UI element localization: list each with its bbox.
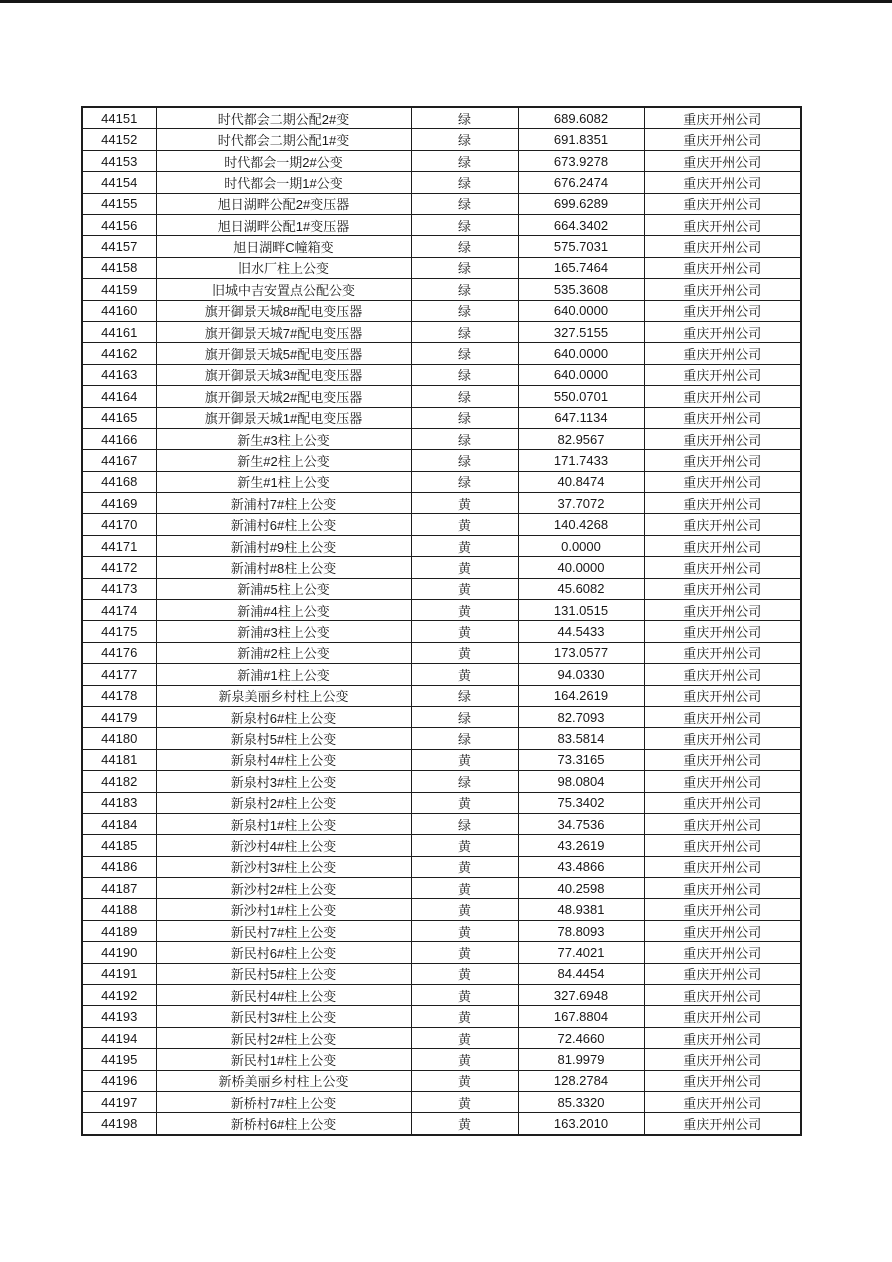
- table-row: [82, 193, 801, 214]
- page-top-edge-line: [0, 0, 892, 3]
- cell-company: 重庆开州公司: [644, 300, 801, 321]
- cell-id: 44169: [82, 493, 156, 514]
- cell-name: 时代都会二期公配1#变: [156, 129, 411, 150]
- cell-value: 131.0515: [518, 600, 644, 621]
- cell-status: 黄: [411, 942, 518, 963]
- cell-value: 83.5814: [518, 728, 644, 749]
- cell-name: 新民村2#柱上公变: [156, 1027, 411, 1048]
- cell-value: 689.6082: [518, 107, 644, 129]
- cell-name: 旧城中吉安置点公配公变: [156, 279, 411, 300]
- cell-id: 44182: [82, 771, 156, 792]
- cell-id: 44171: [82, 535, 156, 556]
- cell-id: 44196: [82, 1070, 156, 1091]
- cell-name: 新桥村7#柱上公变: [156, 1092, 411, 1113]
- cell-value: 173.0577: [518, 642, 644, 663]
- table-row: [82, 471, 801, 492]
- cell-status: 黄: [411, 1113, 518, 1135]
- cell-name: 新浦#3柱上公变: [156, 621, 411, 642]
- cell-value: 575.7031: [518, 236, 644, 257]
- cell-id: 44190: [82, 942, 156, 963]
- cell-status: 黄: [411, 557, 518, 578]
- cell-value: 640.0000: [518, 343, 644, 364]
- cell-name: 旗开御景天城7#配电变压器: [156, 321, 411, 342]
- cell-value: 167.8804: [518, 1006, 644, 1027]
- cell-name: 新泉村3#柱上公变: [156, 771, 411, 792]
- cell-name: 新沙村3#柱上公变: [156, 856, 411, 877]
- cell-company: 重庆开州公司: [644, 1027, 801, 1048]
- cell-status: 黄: [411, 600, 518, 621]
- cell-id: 44170: [82, 514, 156, 535]
- cell-company: 重庆开州公司: [644, 578, 801, 599]
- cell-name: 时代都会一期1#公变: [156, 172, 411, 193]
- cell-name: 时代都会二期公配2#变: [156, 107, 411, 129]
- cell-company: 重庆开州公司: [644, 279, 801, 300]
- cell-name: 新沙村4#柱上公变: [156, 835, 411, 856]
- cell-value: 37.7072: [518, 493, 644, 514]
- table-row: [82, 279, 801, 300]
- cell-status: 绿: [411, 172, 518, 193]
- table-row: [82, 792, 801, 813]
- cell-name: 旭日湖畔公配1#变压器: [156, 214, 411, 235]
- table-row: [82, 942, 801, 963]
- cell-name: 旗开御景天城2#配电变压器: [156, 386, 411, 407]
- cell-company: 重庆开州公司: [644, 685, 801, 706]
- cell-id: 44160: [82, 300, 156, 321]
- cell-id: 44184: [82, 813, 156, 834]
- cell-value: 45.6082: [518, 578, 644, 599]
- cell-value: 640.0000: [518, 300, 644, 321]
- table-row: [82, 963, 801, 984]
- table-row: [82, 1092, 801, 1113]
- cell-value: 43.4866: [518, 856, 644, 877]
- table-row: [82, 343, 801, 364]
- table-row: [82, 621, 801, 642]
- cell-name: 新民村7#柱上公变: [156, 920, 411, 941]
- cell-status: 黄: [411, 578, 518, 599]
- cell-id: 44175: [82, 621, 156, 642]
- cell-value: 171.7433: [518, 450, 644, 471]
- table-row: [82, 1049, 801, 1070]
- cell-status: 黄: [411, 792, 518, 813]
- cell-company: 重庆开州公司: [644, 706, 801, 727]
- cell-name: 新民村4#柱上公变: [156, 985, 411, 1006]
- table-row: [82, 685, 801, 706]
- cell-id: 44161: [82, 321, 156, 342]
- cell-company: 重庆开州公司: [644, 985, 801, 1006]
- cell-status: 黄: [411, 1092, 518, 1113]
- cell-name: 新浦#1柱上公变: [156, 664, 411, 685]
- cell-id: 44159: [82, 279, 156, 300]
- cell-value: 691.8351: [518, 129, 644, 150]
- cell-id: 44198: [82, 1113, 156, 1135]
- cell-company: 重庆开州公司: [644, 600, 801, 621]
- table-row: [82, 214, 801, 235]
- cell-name: 新泉美丽乡村柱上公变: [156, 685, 411, 706]
- cell-status: 绿: [411, 685, 518, 706]
- cell-status: 绿: [411, 279, 518, 300]
- cell-value: 82.9567: [518, 428, 644, 449]
- cell-company: 重庆开州公司: [644, 364, 801, 385]
- cell-value: 327.5155: [518, 321, 644, 342]
- table-row: [82, 728, 801, 749]
- cell-status: 绿: [411, 257, 518, 278]
- cell-status: 绿: [411, 771, 518, 792]
- cell-value: 640.0000: [518, 364, 644, 385]
- cell-company: 重庆开州公司: [644, 107, 801, 129]
- table-row: [82, 257, 801, 278]
- cell-id: 44172: [82, 557, 156, 578]
- cell-id: 44195: [82, 1049, 156, 1070]
- cell-id: 44167: [82, 450, 156, 471]
- table-row: [82, 514, 801, 535]
- cell-id: 44165: [82, 407, 156, 428]
- table-row: [82, 749, 801, 770]
- cell-value: 43.2619: [518, 835, 644, 856]
- cell-name: 新民村6#柱上公变: [156, 942, 411, 963]
- cell-company: 重庆开州公司: [644, 963, 801, 984]
- cell-status: 黄: [411, 493, 518, 514]
- cell-status: 绿: [411, 386, 518, 407]
- cell-value: 84.4454: [518, 963, 644, 984]
- table-row: [82, 771, 801, 792]
- table-row: [82, 172, 801, 193]
- table-row: [82, 364, 801, 385]
- cell-id: 44178: [82, 685, 156, 706]
- cell-id: 44166: [82, 428, 156, 449]
- cell-company: 重庆开州公司: [644, 343, 801, 364]
- cell-value: 34.7536: [518, 813, 644, 834]
- cell-id: 44155: [82, 193, 156, 214]
- cell-company: 重庆开州公司: [644, 450, 801, 471]
- table-row: [82, 450, 801, 471]
- cell-value: 44.5433: [518, 621, 644, 642]
- cell-company: 重庆开州公司: [644, 942, 801, 963]
- cell-status: 绿: [411, 706, 518, 727]
- cell-value: 98.0804: [518, 771, 644, 792]
- table-row: [82, 236, 801, 257]
- table-row: [82, 1070, 801, 1091]
- cell-id: 44173: [82, 578, 156, 599]
- table-body: [82, 107, 801, 1135]
- cell-name: 新泉村4#柱上公变: [156, 749, 411, 770]
- cell-name: 新浦村6#柱上公变: [156, 514, 411, 535]
- cell-value: 40.8474: [518, 471, 644, 492]
- cell-company: 重庆开州公司: [644, 856, 801, 877]
- cell-name: 新桥村6#柱上公变: [156, 1113, 411, 1135]
- cell-status: 黄: [411, 878, 518, 899]
- table-row: [82, 985, 801, 1006]
- cell-value: 664.3402: [518, 214, 644, 235]
- cell-company: 重庆开州公司: [644, 493, 801, 514]
- cell-company: 重庆开州公司: [644, 728, 801, 749]
- cell-status: 绿: [411, 300, 518, 321]
- cell-id: 44174: [82, 600, 156, 621]
- cell-status: 黄: [411, 1027, 518, 1048]
- cell-name: 新浦村#9柱上公变: [156, 535, 411, 556]
- cell-company: 重庆开州公司: [644, 1049, 801, 1070]
- cell-value: 550.0701: [518, 386, 644, 407]
- cell-status: 绿: [411, 150, 518, 171]
- cell-name: 时代都会一期2#公变: [156, 150, 411, 171]
- cell-value: 40.2598: [518, 878, 644, 899]
- cell-company: 重庆开州公司: [644, 920, 801, 941]
- cell-status: 黄: [411, 1049, 518, 1070]
- cell-company: 重庆开州公司: [644, 899, 801, 920]
- cell-id: 44186: [82, 856, 156, 877]
- table-row: [82, 835, 801, 856]
- cell-name: 旭日湖畔公配2#变压器: [156, 193, 411, 214]
- cell-name: 新民村3#柱上公变: [156, 1006, 411, 1027]
- cell-status: 绿: [411, 321, 518, 342]
- cell-id: 44177: [82, 664, 156, 685]
- cell-name: 新泉村1#柱上公变: [156, 813, 411, 834]
- cell-id: 44197: [82, 1092, 156, 1113]
- cell-company: 重庆开州公司: [644, 771, 801, 792]
- cell-status: 黄: [411, 749, 518, 770]
- cell-status: 黄: [411, 835, 518, 856]
- cell-company: 重庆开州公司: [644, 471, 801, 492]
- cell-value: 699.6289: [518, 193, 644, 214]
- cell-company: 重庆开州公司: [644, 1070, 801, 1091]
- cell-company: 重庆开州公司: [644, 878, 801, 899]
- table-row: [82, 856, 801, 877]
- cell-id: 44162: [82, 343, 156, 364]
- cell-name: 新泉村2#柱上公变: [156, 792, 411, 813]
- cell-status: 绿: [411, 343, 518, 364]
- cell-status: 黄: [411, 664, 518, 685]
- cell-value: 535.3608: [518, 279, 644, 300]
- table-row: [82, 920, 801, 941]
- cell-company: 重庆开州公司: [644, 535, 801, 556]
- table-row: [82, 1113, 801, 1135]
- cell-status: 绿: [411, 193, 518, 214]
- cell-name: 旧水厂柱上公变: [156, 257, 411, 278]
- table-row: [82, 107, 801, 129]
- cell-name: 新生#3柱上公变: [156, 428, 411, 449]
- cell-status: 绿: [411, 236, 518, 257]
- cell-value: 676.2474: [518, 172, 644, 193]
- cell-value: 78.8093: [518, 920, 644, 941]
- cell-status: 绿: [411, 728, 518, 749]
- cell-name: 旗开御景天城3#配电变压器: [156, 364, 411, 385]
- cell-id: 44168: [82, 471, 156, 492]
- cell-value: 164.2619: [518, 685, 644, 706]
- table-row: [82, 878, 801, 899]
- cell-value: 94.0330: [518, 664, 644, 685]
- cell-name: 新浦#5柱上公变: [156, 578, 411, 599]
- cell-name: 新沙村1#柱上公变: [156, 899, 411, 920]
- cell-value: 163.2010: [518, 1113, 644, 1135]
- table-row: [82, 642, 801, 663]
- table-row: [82, 535, 801, 556]
- table-row: [82, 493, 801, 514]
- table-row: [82, 899, 801, 920]
- cell-company: 重庆开州公司: [644, 386, 801, 407]
- cell-value: 72.4660: [518, 1027, 644, 1048]
- transformer-table: [81, 106, 802, 1136]
- cell-id: 44151: [82, 107, 156, 129]
- cell-company: 重庆开州公司: [644, 150, 801, 171]
- cell-company: 重庆开州公司: [644, 172, 801, 193]
- cell-id: 44181: [82, 749, 156, 770]
- cell-id: 44158: [82, 257, 156, 278]
- cell-id: 44154: [82, 172, 156, 193]
- cell-company: 重庆开州公司: [644, 1006, 801, 1027]
- table-row: [82, 664, 801, 685]
- cell-company: 重庆开州公司: [644, 813, 801, 834]
- cell-value: 75.3402: [518, 792, 644, 813]
- table-row: [82, 557, 801, 578]
- cell-value: 73.3165: [518, 749, 644, 770]
- cell-name: 新浦村#8柱上公变: [156, 557, 411, 578]
- cell-company: 重庆开州公司: [644, 664, 801, 685]
- cell-status: 绿: [411, 813, 518, 834]
- cell-status: 黄: [411, 1006, 518, 1027]
- cell-company: 重庆开州公司: [644, 621, 801, 642]
- cell-status: 黄: [411, 920, 518, 941]
- cell-company: 重庆开州公司: [644, 407, 801, 428]
- cell-value: 647.1134: [518, 407, 644, 428]
- cell-company: 重庆开州公司: [644, 514, 801, 535]
- cell-id: 44192: [82, 985, 156, 1006]
- cell-status: 绿: [411, 107, 518, 129]
- cell-id: 44179: [82, 706, 156, 727]
- cell-value: 327.6948: [518, 985, 644, 1006]
- cell-status: 绿: [411, 364, 518, 385]
- cell-company: 重庆开州公司: [644, 557, 801, 578]
- cell-name: 新浦#4柱上公变: [156, 600, 411, 621]
- cell-company: 重庆开州公司: [644, 835, 801, 856]
- cell-id: 44163: [82, 364, 156, 385]
- cell-value: 82.7093: [518, 706, 644, 727]
- cell-id: 44180: [82, 728, 156, 749]
- table-row: [82, 150, 801, 171]
- cell-name: 旗开御景天城8#配电变压器: [156, 300, 411, 321]
- cell-id: 44189: [82, 920, 156, 941]
- cell-name: 新民村1#柱上公变: [156, 1049, 411, 1070]
- cell-status: 黄: [411, 856, 518, 877]
- cell-status: 黄: [411, 514, 518, 535]
- cell-name: 新泉村5#柱上公变: [156, 728, 411, 749]
- cell-name: 新民村5#柱上公变: [156, 963, 411, 984]
- cell-company: 重庆开州公司: [644, 257, 801, 278]
- table-row: [82, 1006, 801, 1027]
- cell-id: 44157: [82, 236, 156, 257]
- cell-value: 140.4268: [518, 514, 644, 535]
- cell-name: 旭日湖畔C幢箱变: [156, 236, 411, 257]
- cell-company: 重庆开州公司: [644, 428, 801, 449]
- cell-company: 重庆开州公司: [644, 749, 801, 770]
- cell-company: 重庆开州公司: [644, 642, 801, 663]
- cell-name: 新浦#2柱上公变: [156, 642, 411, 663]
- cell-company: 重庆开州公司: [644, 214, 801, 235]
- table-row: [82, 386, 801, 407]
- cell-id: 44194: [82, 1027, 156, 1048]
- cell-status: 绿: [411, 471, 518, 492]
- cell-name: 新生#1柱上公变: [156, 471, 411, 492]
- cell-name: 旗开御景天城1#配电变压器: [156, 407, 411, 428]
- cell-status: 绿: [411, 450, 518, 471]
- cell-company: 重庆开州公司: [644, 129, 801, 150]
- cell-company: 重庆开州公司: [644, 321, 801, 342]
- cell-id: 44185: [82, 835, 156, 856]
- table-row: [82, 300, 801, 321]
- cell-id: 44153: [82, 150, 156, 171]
- table-row: [82, 706, 801, 727]
- table-row: [82, 428, 801, 449]
- cell-id: 44176: [82, 642, 156, 663]
- cell-status: 绿: [411, 214, 518, 235]
- cell-name: 新生#2柱上公变: [156, 450, 411, 471]
- cell-status: 绿: [411, 129, 518, 150]
- cell-name: 新沙村2#柱上公变: [156, 878, 411, 899]
- cell-company: 重庆开州公司: [644, 193, 801, 214]
- cell-company: 重庆开州公司: [644, 792, 801, 813]
- cell-company: 重庆开州公司: [644, 1092, 801, 1113]
- cell-name: 新桥美丽乡村柱上公变: [156, 1070, 411, 1091]
- cell-name: 新泉村6#柱上公变: [156, 706, 411, 727]
- cell-value: 165.7464: [518, 257, 644, 278]
- cell-status: 绿: [411, 428, 518, 449]
- cell-id: 44183: [82, 792, 156, 813]
- cell-value: 77.4021: [518, 942, 644, 963]
- cell-company: 重庆开州公司: [644, 236, 801, 257]
- cell-status: 黄: [411, 899, 518, 920]
- table-row: [82, 1027, 801, 1048]
- cell-status: 黄: [411, 621, 518, 642]
- cell-id: 44164: [82, 386, 156, 407]
- cell-value: 0.0000: [518, 535, 644, 556]
- table-row: [82, 321, 801, 342]
- cell-id: 44187: [82, 878, 156, 899]
- cell-id: 44193: [82, 1006, 156, 1027]
- cell-name: 新浦村7#柱上公变: [156, 493, 411, 514]
- cell-status: 绿: [411, 407, 518, 428]
- cell-value: 40.0000: [518, 557, 644, 578]
- cell-id: 44191: [82, 963, 156, 984]
- table-row: [82, 129, 801, 150]
- table-row: [82, 407, 801, 428]
- cell-value: 128.2784: [518, 1070, 644, 1091]
- cell-status: 黄: [411, 985, 518, 1006]
- cell-value: 85.3320: [518, 1092, 644, 1113]
- table-row: [82, 578, 801, 599]
- cell-company: 重庆开州公司: [644, 1113, 801, 1135]
- table-row: [82, 600, 801, 621]
- cell-value: 48.9381: [518, 899, 644, 920]
- cell-status: 黄: [411, 642, 518, 663]
- cell-status: 黄: [411, 535, 518, 556]
- cell-status: 黄: [411, 1070, 518, 1091]
- cell-name: 旗开御景天城5#配电变压器: [156, 343, 411, 364]
- cell-value: 673.9278: [518, 150, 644, 171]
- table-row: [82, 813, 801, 834]
- cell-value: 81.9979: [518, 1049, 644, 1070]
- cell-id: 44156: [82, 214, 156, 235]
- cell-id: 44152: [82, 129, 156, 150]
- cell-id: 44188: [82, 899, 156, 920]
- cell-status: 黄: [411, 963, 518, 984]
